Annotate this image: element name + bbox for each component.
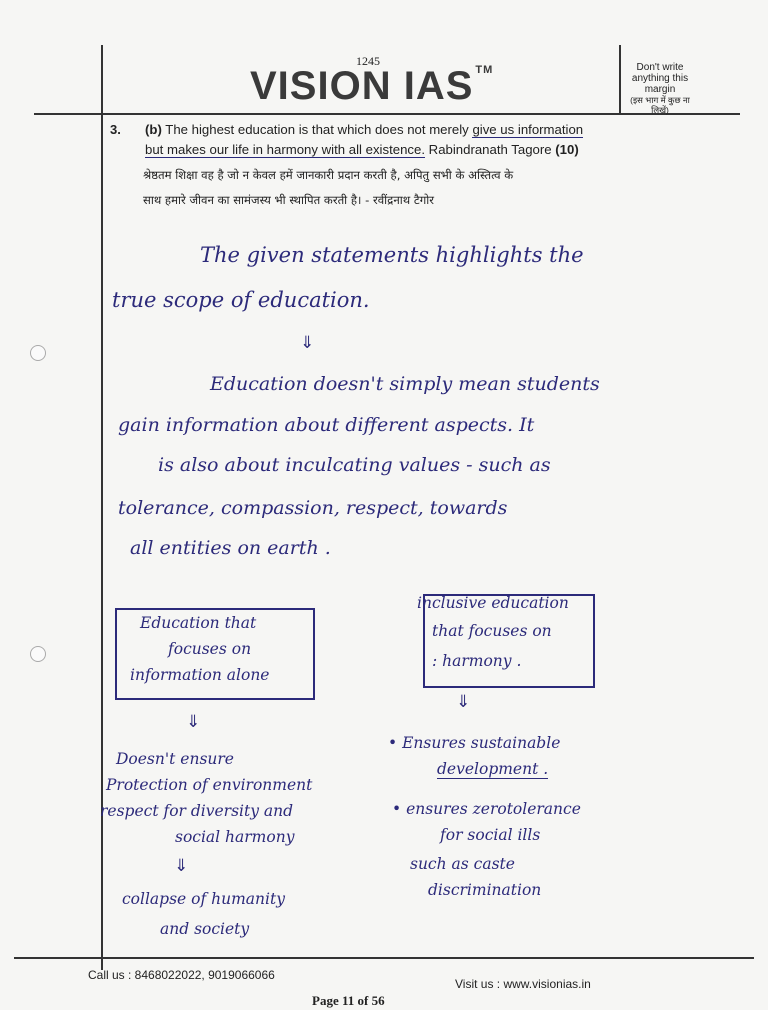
footer-website: Visit us : www.visionias.in: [455, 977, 591, 991]
question-text-hindi: श्रेष्ठतम शिक्षा वह है जो न केवल हमें जानकारी प्रदान करती है, अपितु सभी के अस्तित्व के साथ हमारे जीवन का सामंजस्य भी स्थापित करती है। - रवींद्रनाथ टैगोर: [143, 168, 514, 207]
left-result-line: and society: [160, 920, 250, 938]
page-code: 1245: [356, 54, 380, 68]
margin-note: Don't write anything this margin (इस भाग में कुछ ना लिखें): [630, 62, 690, 115]
down-arrow-icon: ⇓: [174, 856, 189, 876]
question-text: (b) The highest education is that which does not merely give us information but makes our life in harmony with all existence. Rabindranath Tagore (10): [145, 122, 584, 157]
right-box-line: inclusive education: [417, 594, 569, 612]
left-point-line: Doesn't ensure: [116, 750, 234, 768]
left-point-line: Protection of environment: [106, 776, 313, 794]
right-point-line: • ensures zerotolerance: [392, 800, 581, 818]
right-box-line: : harmony .: [432, 652, 522, 670]
punch-hole-icon: [30, 646, 46, 662]
answer-paragraph-line: gain information about different aspects. It: [118, 414, 535, 436]
right-point-line: such as caste: [410, 855, 515, 873]
page-number: Page 11 of 56: [312, 993, 385, 1008]
down-arrow-icon: ⇓: [456, 692, 471, 712]
right-point-line: development .: [437, 760, 549, 778]
question-number: 3.: [110, 122, 121, 137]
down-arrow-icon: ⇓: [300, 333, 315, 353]
brand-logo: VISION IAS ™: [250, 64, 494, 108]
margin-line-left: [101, 45, 103, 970]
left-box-line: Education that: [140, 614, 257, 632]
answer-paragraph-line: Education doesn't simply mean students: [210, 373, 600, 395]
answer-paragraph-line: is also about inculcating values - such as: [158, 454, 551, 476]
left-result-line: collapse of humanity: [122, 890, 285, 908]
right-point-line: for social ills: [440, 826, 541, 844]
down-arrow-icon: ⇓: [186, 712, 201, 732]
left-point-line: social harmony: [175, 828, 295, 846]
left-point-line: respect for diversity and: [100, 802, 294, 820]
answer-intro-line: true scope of education.: [112, 288, 370, 312]
left-box-line: information alone: [130, 666, 270, 684]
left-box-line: focuses on: [168, 640, 252, 658]
right-box-line: that focuses on: [432, 622, 552, 640]
margin-line-right: [619, 45, 621, 115]
punch-hole-icon: [30, 345, 46, 361]
answer-intro-line: The given statements highlights the: [200, 243, 584, 267]
answer-paragraph-line: all entities on earth .: [130, 537, 331, 559]
right-point-line: • Ensures sustainable: [388, 734, 561, 752]
answer-paragraph-line: tolerance, compassion, respect, towards: [118, 497, 508, 519]
right-point-line: discrimination: [428, 881, 542, 899]
footer-phone: Call us : 8468022022, 9019066066: [88, 968, 275, 982]
footer-rule: [14, 957, 754, 959]
